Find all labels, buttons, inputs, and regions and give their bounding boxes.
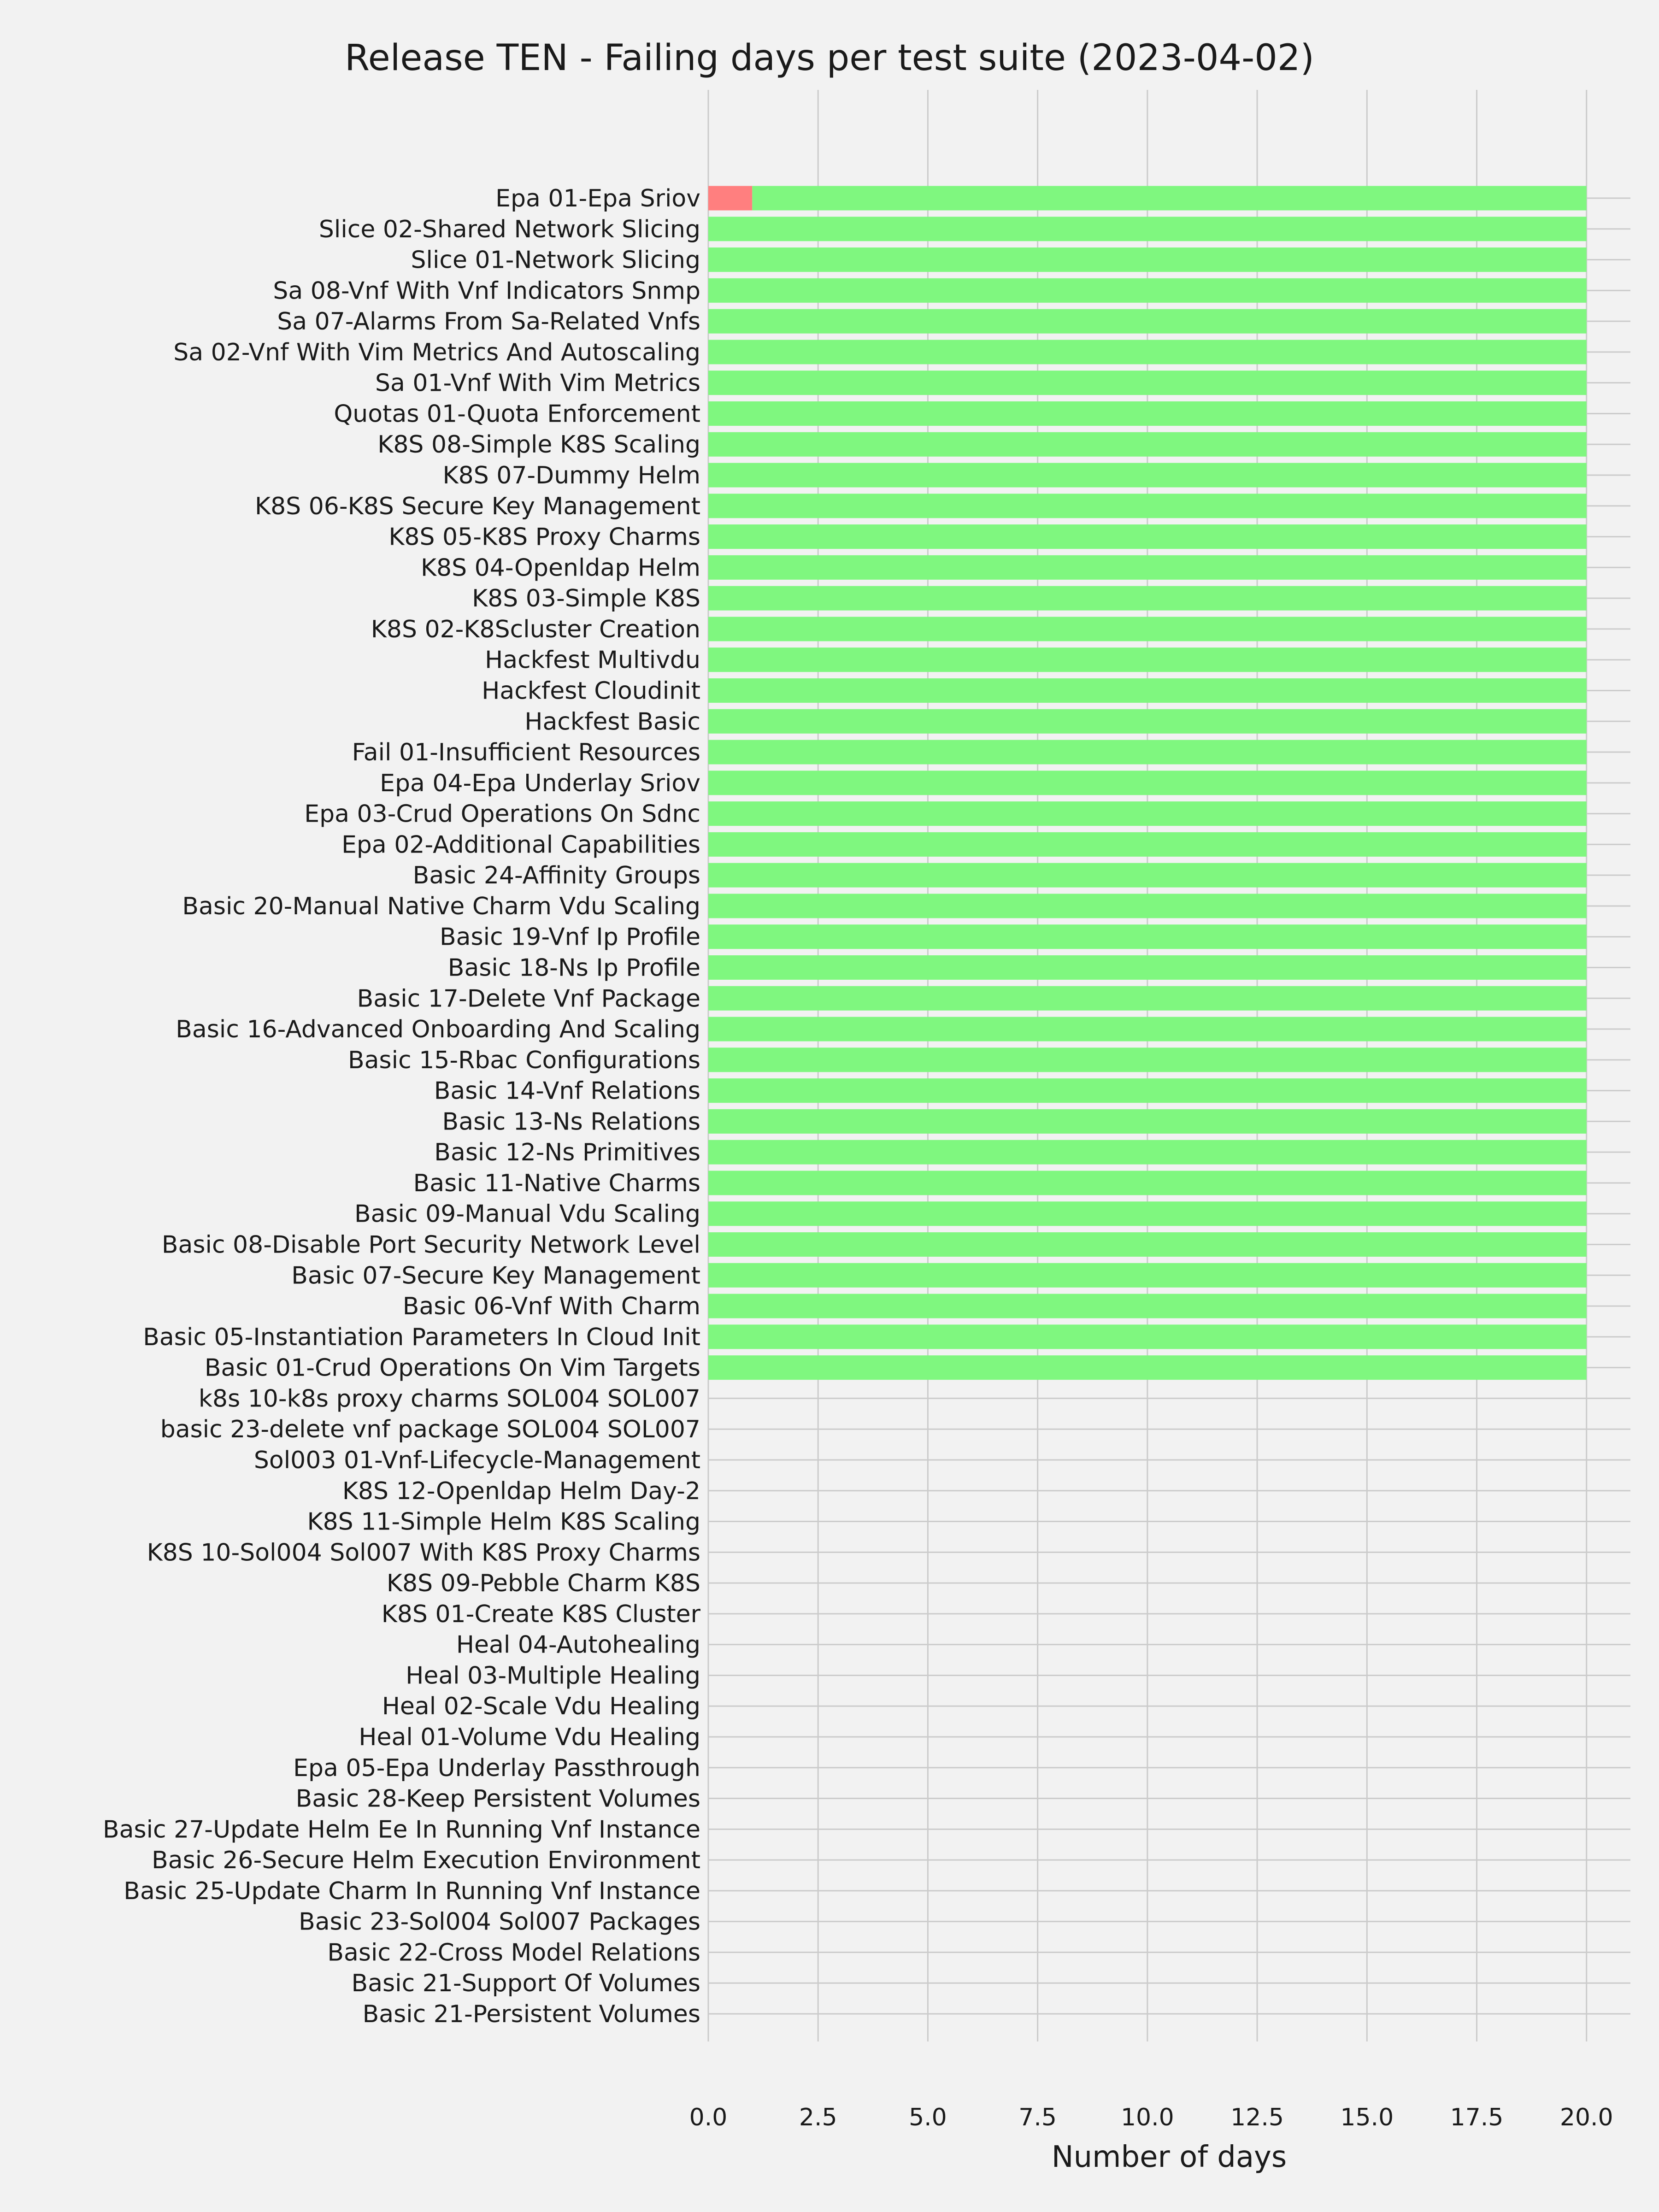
bar-passing: [708, 740, 1587, 765]
category-label: Hackfest Basic: [524, 708, 700, 736]
bar-passing: [708, 1171, 1587, 1195]
category-label: Basic 17-Delete Vnf Package: [357, 985, 700, 1013]
category-label: K8S 03-Simple K8S: [472, 585, 700, 613]
bar-passing: [708, 863, 1587, 888]
category-label: K8S 07-Dummy Helm: [442, 462, 700, 490]
category-label: Epa 04-Epa Underlay Sriov: [380, 769, 700, 797]
bar-passing: [708, 1047, 1587, 1072]
bar-passing: [708, 586, 1587, 611]
bar-passing: [708, 894, 1587, 918]
bar-passing: [708, 278, 1587, 303]
chart-title: Release TEN - Failing days per test suite (2023-04-02): [345, 37, 1314, 79]
bar-passing: [708, 678, 1587, 703]
category-label: Basic 11-Native Charms: [413, 1169, 700, 1197]
bar-passing: [708, 494, 1587, 518]
category-label: Slice 02-Shared Network Slicing: [318, 215, 700, 243]
category-label: Heal 04-Autohealing: [456, 1631, 700, 1659]
bar-passing: [708, 617, 1587, 641]
category-label: Basic 21-Persistent Volumes: [362, 2000, 700, 2029]
x-tick-label: 5.0: [909, 2104, 947, 2131]
bar-passing: [708, 832, 1587, 857]
category-label: Heal 02-Scale Vdu Healing: [382, 1693, 700, 1721]
bar-passing: [752, 186, 1586, 211]
category-label: Basic 01-Crud Operations On Vim Targets: [204, 1354, 700, 1382]
bar-passing: [708, 1017, 1587, 1041]
bar-passing: [708, 309, 1587, 334]
bar-passing: [708, 1355, 1587, 1380]
category-label: Epa 02-Additional Capabilities: [341, 831, 700, 859]
category-label: Epa 01-Epa Sriov: [495, 185, 700, 212]
category-label: Basic 22-Cross Model Relations: [327, 1939, 700, 1967]
category-label: Basic 05-Instantiation Parameters In Cloud Init: [143, 1323, 700, 1351]
category-label: Sa 02-Vnf With Vim Metrics And Autoscaling: [173, 338, 700, 366]
category-label: K8S 02-K8Scluster Creation: [371, 615, 700, 643]
bar-passing: [708, 247, 1587, 272]
category-label: Basic 07-Secure Key Management: [291, 1262, 700, 1290]
category-label: Basic 13-Ns Relations: [442, 1108, 700, 1136]
x-tick-label: 10.0: [1120, 2104, 1174, 2131]
bar-passing: [708, 463, 1587, 488]
category-label: Basic 25-Update Charm In Running Vnf Instance: [124, 1877, 700, 1905]
category-label: K8S 11-Simple Helm K8S Scaling: [307, 1508, 700, 1536]
category-label: Basic 14-Vnf Relations: [434, 1077, 700, 1105]
x-tick-label: 15.0: [1340, 2104, 1394, 2131]
x-tick-label: 20.0: [1559, 2104, 1613, 2131]
bar-passing: [708, 801, 1587, 826]
category-label: K8S 06-K8S Secure Key Management: [254, 492, 700, 520]
bar-passing: [708, 340, 1587, 364]
category-label: Hackfest Multivdu: [485, 646, 700, 674]
x-tick-labels: [689, 2104, 1613, 2131]
category-label: K8S 10-Sol004 Sol007 With K8S Proxy Charms: [147, 1539, 700, 1567]
category-label: K8S 04-Openldap Helm: [420, 554, 700, 582]
bar-passing: [708, 1109, 1587, 1134]
category-label: basic 23-delete vnf package SOL004 SOL007: [160, 1416, 700, 1444]
category-label: K8S 01-Create K8S Cluster: [381, 1600, 700, 1628]
bar-passing: [708, 524, 1587, 549]
category-label: Basic 08-Disable Port Security Network Level: [161, 1231, 700, 1259]
bar-passing: [708, 955, 1587, 980]
bar-passing: [708, 1232, 1587, 1257]
bar-passing: [708, 709, 1587, 734]
category-label: k8s 10-k8s proxy charms SOL004 SOL007: [198, 1385, 700, 1413]
category-label: Basic 12-Ns Primitives: [434, 1139, 700, 1167]
x-axis-label: Number of days: [1051, 2140, 1287, 2174]
x-tick-label: 17.5: [1450, 2104, 1504, 2131]
category-label: Sa 01-Vnf With Vim Metrics: [375, 369, 700, 397]
x-tick-label: 7.5: [1018, 2104, 1057, 2131]
bar-passing: [708, 1078, 1587, 1103]
category-label: Basic 18-Ns Ip Profile: [447, 954, 700, 982]
category-label: K8S 09-Pebble Charm K8S: [386, 1570, 700, 1598]
category-label: K8S 08-Simple K8S Scaling: [377, 431, 700, 459]
category-label: Sol003 01-Vnf-Lifecycle-Management: [253, 1446, 700, 1474]
category-label: K8S 05-K8S Proxy Charms: [388, 523, 700, 551]
bar-passing: [708, 432, 1587, 457]
category-label: Slice 01-Network Slicing: [411, 246, 700, 274]
category-label: Basic 24-Affinity Groups: [412, 862, 700, 890]
category-label: Basic 28-Keep Persistent Volumes: [295, 1785, 700, 1813]
x-tick-label: 12.5: [1230, 2104, 1284, 2131]
category-label: Basic 26-Secure Helm Execution Environment: [152, 1847, 700, 1875]
bar-passing: [708, 1140, 1587, 1165]
bar-passing: [708, 217, 1587, 241]
category-label: K8S 12-Openldap Helm Day-2: [342, 1477, 700, 1505]
category-label: Basic 27-Update Helm Ee In Running Vnf Instance: [102, 1816, 700, 1844]
bar-passing: [708, 555, 1587, 580]
bar-passing: [708, 986, 1587, 1011]
x-tick-label: 0.0: [689, 2104, 728, 2131]
bar-passing: [708, 924, 1587, 949]
bar-passing: [708, 771, 1587, 795]
bar-passing: [708, 371, 1587, 395]
category-label: Basic 19-Vnf Ip Profile: [439, 923, 700, 951]
category-label: Basic 15-Rbac Configurations: [348, 1046, 700, 1074]
x-tick-label: 2.5: [799, 2104, 837, 2131]
category-label: Quotas 01-Quota Enforcement: [334, 400, 700, 428]
bar-failing: [708, 186, 752, 211]
category-label: Heal 03-Multiple Healing: [406, 1662, 700, 1690]
category-label: Basic 06-Vnf With Charm: [402, 1293, 700, 1321]
category-label: Basic 21-Support Of Volumes: [351, 1970, 700, 1998]
category-label: Basic 20-Manual Native Charm Vdu Scaling: [182, 892, 700, 920]
bar-passing: [708, 401, 1587, 426]
bar-passing: [708, 1201, 1587, 1226]
bar-passing: [708, 1294, 1587, 1318]
category-label: Fail 01-Insufficient Resources: [352, 739, 700, 767]
category-label: Heal 01-Volume Vdu Healing: [359, 1724, 700, 1751]
category-label: Sa 07-Alarms From Sa-Related Vnfs: [277, 308, 700, 336]
bar-passing: [708, 647, 1587, 672]
bar-passing: [708, 1263, 1587, 1288]
bar-passing: [708, 1324, 1587, 1349]
category-label: Epa 05-Epa Underlay Passthrough: [293, 1754, 700, 1782]
category-label: Hackfest Cloudinit: [482, 677, 700, 705]
category-label: Basic 16-Advanced Onboarding And Scaling: [176, 1016, 700, 1044]
category-label: Basic 09-Manual Vdu Scaling: [354, 1200, 700, 1228]
category-label: Sa 08-Vnf With Vnf Indicators Snmp: [273, 277, 700, 305]
category-labels: [103, 185, 701, 2028]
category-label: Basic 23-Sol004 Sol007 Packages: [299, 1908, 700, 1936]
category-label: Epa 03-Crud Operations On Sdnc: [304, 800, 700, 828]
